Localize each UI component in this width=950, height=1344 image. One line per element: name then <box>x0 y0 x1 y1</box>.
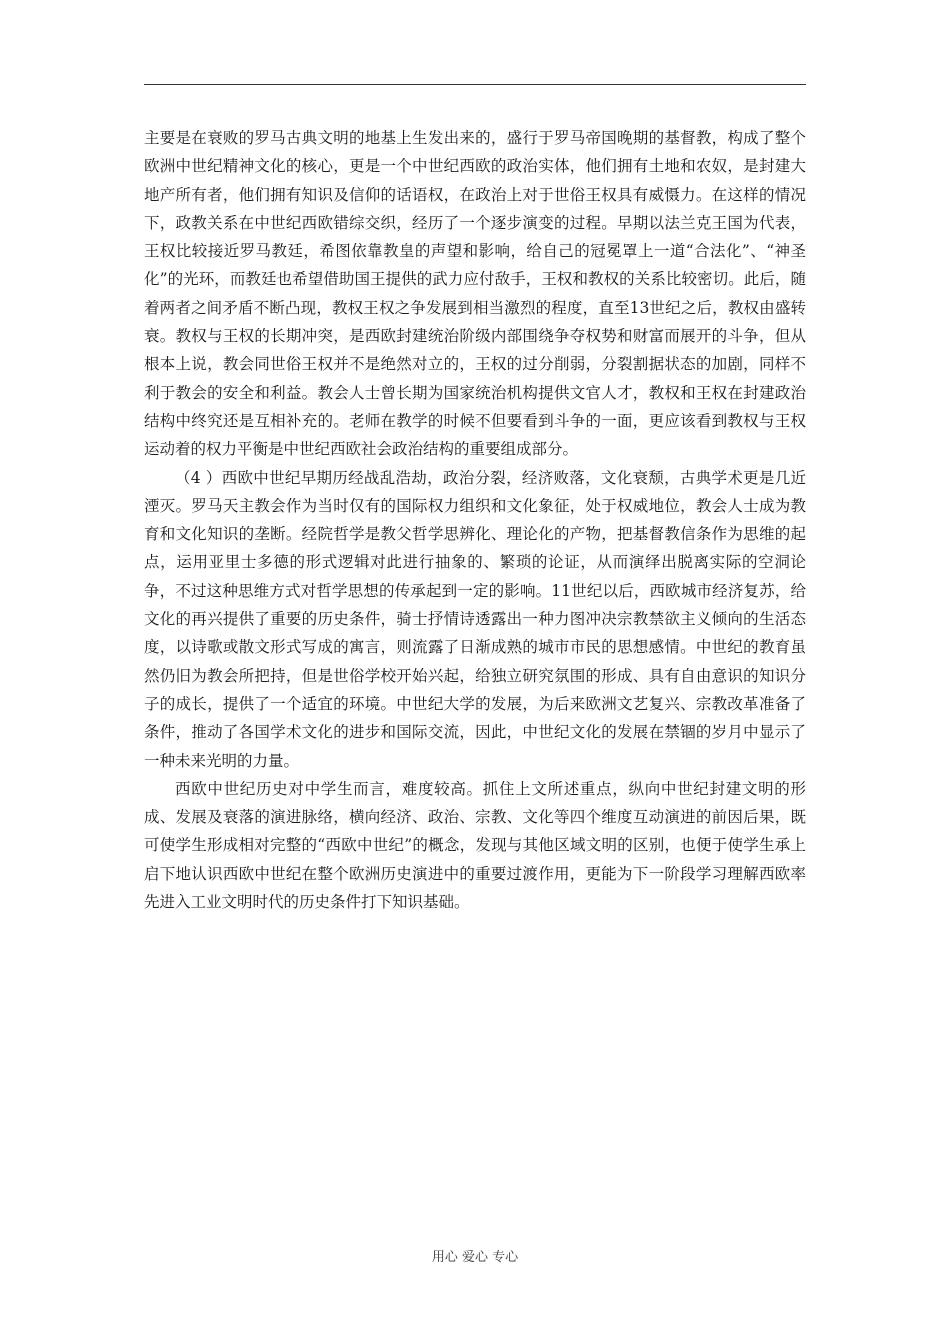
header-rule <box>144 84 806 85</box>
paragraph-medieval-culture: （4 ）西欧中世纪早期历经战乱浩劫，政治分裂，经济败落，文化衰颓，古典学术更是几近湮灭。罗马天主教会作为当时仅有的国际权力组织和文化象征，处于权威地位，教会人士成为教育和文化知识的垄断。经院哲学是教父哲学思辨化、理论化的产物，把基督教信条作为思维的起点，运用亚里士多德的形式逻辑对此进行抽象的、繁琐的论证，从而演绎出脱离实际的空洞论争，不过这种思维方式对哲学思想的传承起到一定的影响。11世纪以后，西欧城市经济复苏，给文化的再兴提供了重要的历史条件，骑士抒情诗透露出一种力图冲决宗教禁欲主义倾向的生活态度，以诗歌或散文形式写成的寓言，则流露了日渐成熟的城市市民的思想感情。中世纪的教育虽然仍旧为教会所把持，但是世俗学校开始兴起，给独立研究氛围的形成、具有自由意识的知识分子的成长，提供了一个适宜的环境。中世纪大学的发展，为后来欧洲文艺复兴、宗教改革准备了条件，推动了各国学术文化的进步和国际交流，因此，中世纪文化的发展在禁锢的岁月中显示了一种未来光明的力量。 <box>144 468 806 770</box>
paragraph-church-and-kingship: 主要是在衰败的罗马古典文明的地基上生发出来的，盛行于罗马帝国晚期的基督教，构成了整个欧洲中世纪精神文化的核心，更是一个中世纪西欧的政治实体，他们拥有土地和农奴，是封建大地产所有者，他们拥有知识及信仰的话语权，在政治上对于世俗王权具有威慑力。在这样的情况下，政教关系在中世纪西欧错综交织，经历了一个逐步演变的过程。早期以法兰克王国为代表，王权比较接近罗马教廷，希图依靠教皇的声望和影响，给自己的冠冕罩上一道“合法化”、“神圣化”的光环，而教廷也希望借助国王提供的武力应付敌手，王权和教权的关系比较密切。此后，随着两者之间矛盾不断凸现，教权王权之争发展到相当激烈的程度，直至13世纪之后，教权由盛转衰。教权与王权的长期冲突，是西欧封建统治阶级内部围绕争夺权势和财富而展开的斗争，但从根本上说，教会同世俗王权并不是绝然对立的，王权的过分削弱，分裂割据状态的加剧，同样不利于教会的安全和利益。教会人士曾长期为国家统治机构提供文官人才，教权和王权在封建政治结构中终究还是互相补充的。老师在教学的时候不但要看到斗争的一面，更应该看到教权与王权运动着的权力平衡是中世纪西欧社会政治结构的重要组成部分。 <box>144 129 806 459</box>
document-body <box>144 124 806 916</box>
paragraph-teaching-summary: 西欧中世纪历史对中学生而言，难度较高。抓住上文所述重点，纵向中世纪封建文明的形成、发展及衰落的演进脉络，横向经济、政治、宗教、文化等四个维度互动演进的前因后果，既可使学生形成相对完整的“西欧中世纪”的概念，发现与其他区域文明的区别，也便于使学生承上启下地认识西欧中世纪在整个欧洲历史演进中的重要过渡作用，更能为下一阶段学习理解西欧率先进入工业文明时代的历史条件打下知识基础。 <box>144 779 806 912</box>
page-footer: 用心 爱心 专心 <box>431 1250 519 1265</box>
